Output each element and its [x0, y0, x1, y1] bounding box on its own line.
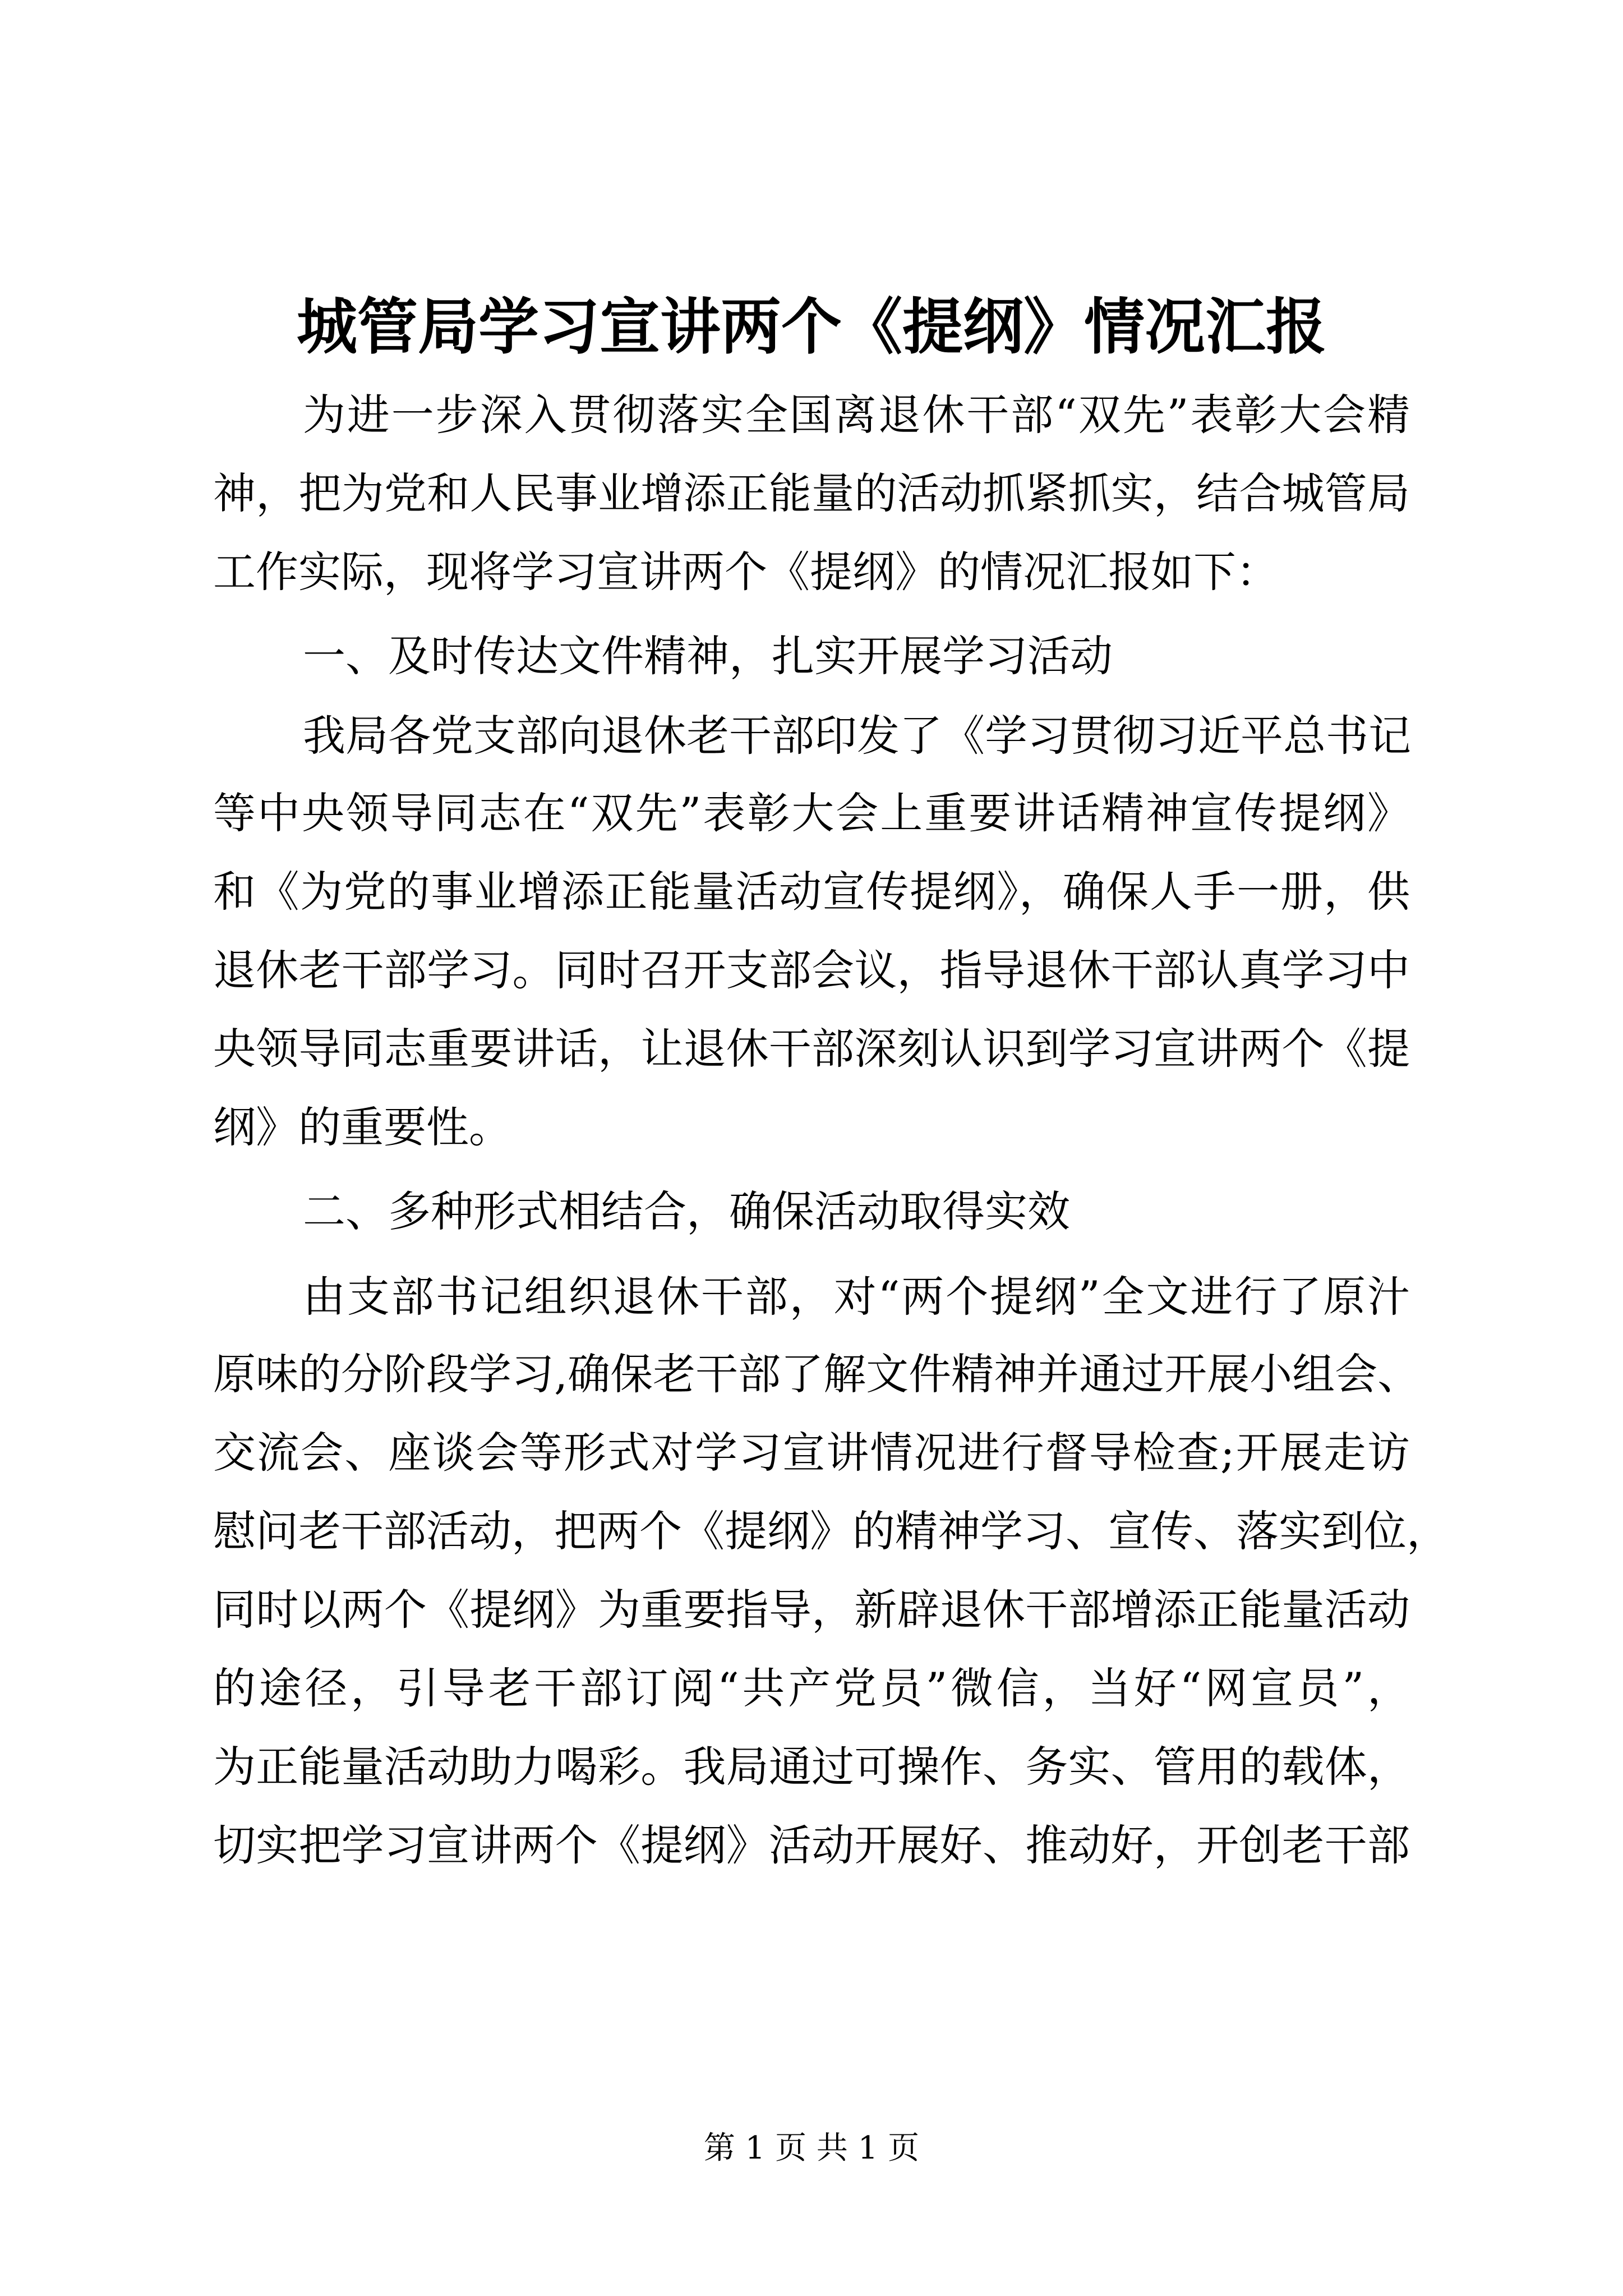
- section-heading-1: 一、及时传达文件精神，扎实开展学习活动: [303, 631, 1113, 681]
- body-line: 交流会、座谈会等形式对学习宣讲情况进行督导检查;开展走访: [213, 1428, 1410, 1478]
- page-footer: 第 1 页 共 1 页: [703, 2130, 920, 2166]
- body-line: 为进一步深入贯彻落实全国离退休干部“双先”表彰大会精: [303, 390, 1410, 440]
- body-line: 为正能量活动助力喝彩。我局通过可操作、务实、管用的载体，: [213, 1742, 1410, 1792]
- body-line: 神，把为党和人民事业增添正能量的活动抓紧抓实，结合城管局: [213, 468, 1410, 518]
- body-line: 等中央领导同志在“双先”表彰大会上重要讲话精神宣传提纲》: [213, 788, 1410, 838]
- body-line: 央领导同志重要讲话，让退休干部深刻认识到学习宣讲两个《提: [213, 1024, 1410, 1074]
- body-line: 切实把学习宣讲两个《提纲》活动开展好、推动好，开创老干部: [213, 1820, 1410, 1870]
- body-line: 慰问老干部活动，把两个《提纲》的精神学习、宣传、落实到位，: [213, 1506, 1449, 1556]
- section-heading-2: 二、多种形式相结合，确保活动取得实效: [303, 1186, 1070, 1236]
- body-line: 纲》的重要性。: [213, 1102, 511, 1152]
- body-line: 和《为党的事业增添正能量活动宣传提纲》，确保人手一册，供: [213, 867, 1410, 917]
- body-line: 原味的分阶段学习,确保老干部了解文件精神并通过开展小组会、: [213, 1349, 1421, 1399]
- body-line: 工作实际，现将学习宣讲两个《提纲》的情况汇报如下：: [213, 547, 1279, 597]
- body-line: 我局各党支部向退休老干部印发了《学习贯彻习近平总书记: [303, 711, 1411, 761]
- body-line: 由支部书记组织退休干部，对“两个提纲”全文进行了原汁: [303, 1272, 1410, 1322]
- body-line: 退休老干部学习。同时召开支部会议，指导退休干部认真学习中: [213, 945, 1410, 995]
- document-title: 城管局学习宣讲两个《提纲》情况汇报: [296, 292, 1326, 362]
- body-line: 同时以两个《提纲》为重要指导，新辟退休干部增添正能量活动: [213, 1585, 1410, 1635]
- body-line: 的途径，引导老干部订阅“共产党员”微信，当好“网宣员”，: [213, 1663, 1410, 1713]
